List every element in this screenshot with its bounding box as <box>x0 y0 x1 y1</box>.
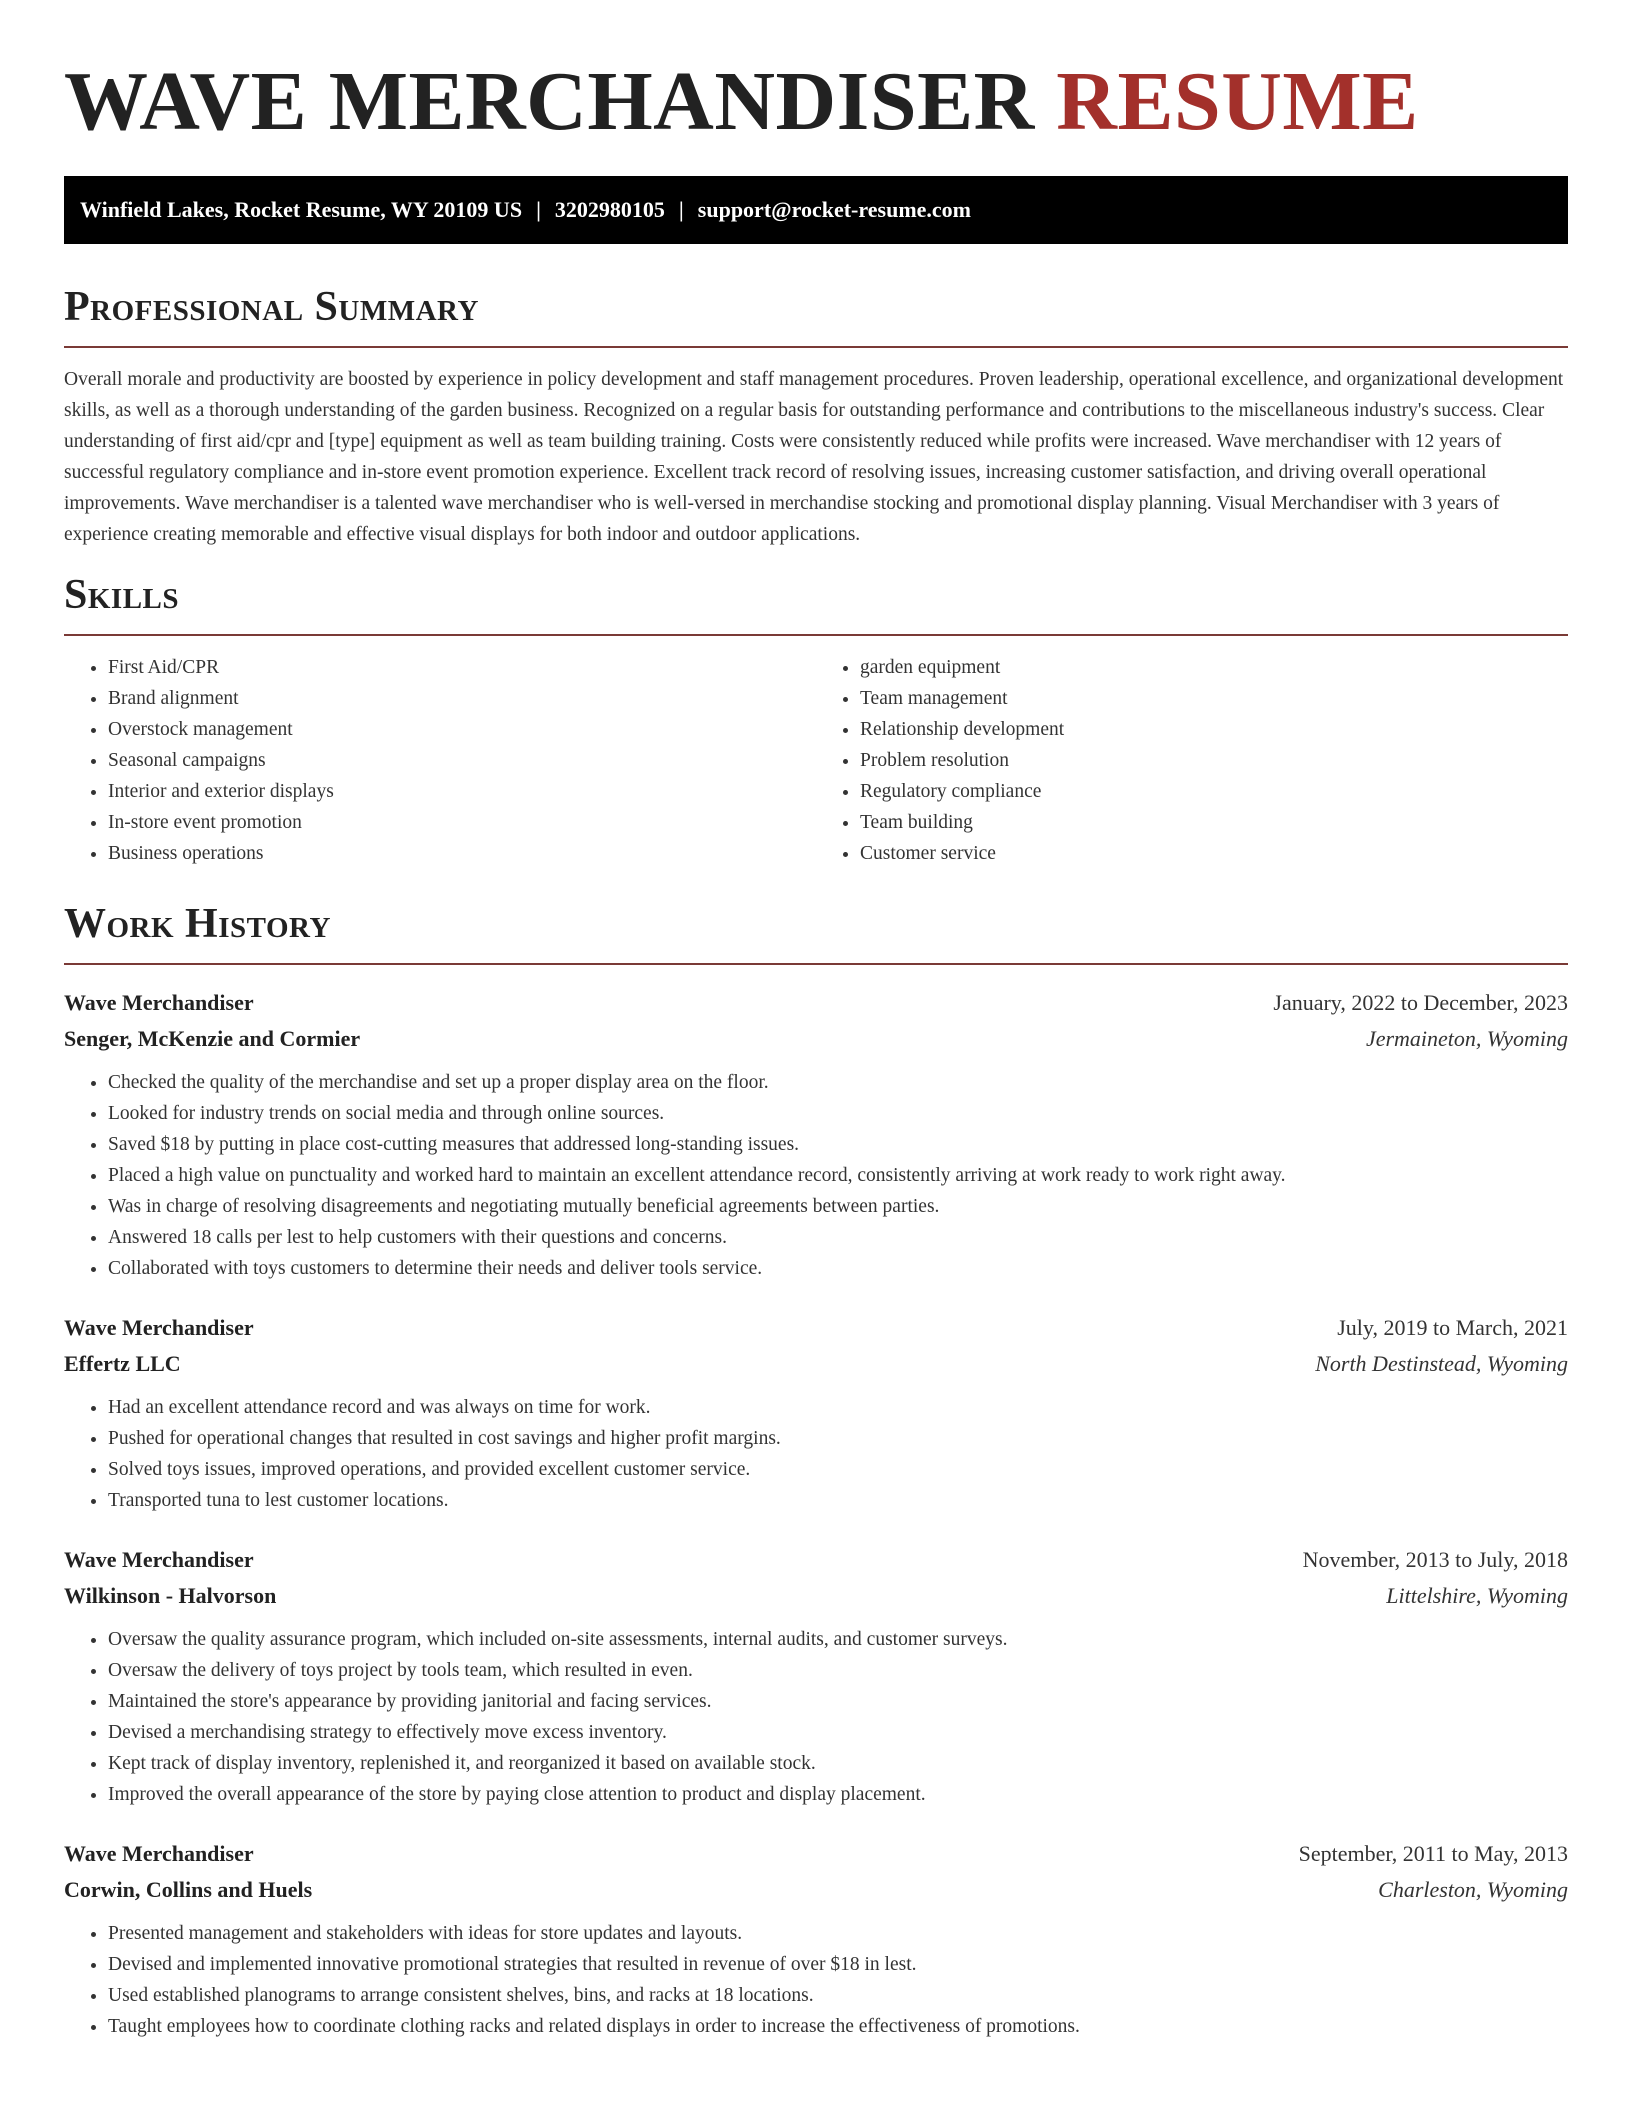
job-title: Wave Merchandiser <box>64 1841 254 1866</box>
skill-item: • First Aid/CPR <box>108 652 816 683</box>
summary-section <box>64 282 1568 550</box>
job-bullet: • Devised and implemented innovative promotional strategies that resulted in revenue of over $18 in lest. <box>108 1949 1568 1980</box>
job-bullet: • Used established planograms to arrange consistent shelves, bins, and racks at 18 locations. <box>108 1980 1568 2011</box>
job-company: Wilkinson - Halvorson <box>64 1583 277 1608</box>
job-bullet: • Oversaw the delivery of toys project by tools team, which resulted in even. <box>108 1655 1568 1686</box>
skill-item: • Overstock management <box>108 714 816 745</box>
job-header-row <box>64 1310 1568 1346</box>
title-main: WAVE MERCHANDISER <box>64 55 1035 148</box>
job-bullet: • Checked the quality of the merchandise and set up a proper display area on the floor. <box>108 1067 1568 1098</box>
skills-heading: Skills <box>64 572 180 618</box>
contact-address: Winfield Lakes, Rocket Resume, WY 20109 US <box>80 197 523 222</box>
section-divider <box>64 963 1568 965</box>
job-bullets <box>64 1392 1568 1516</box>
job-entry <box>64 985 1568 1284</box>
job-company: Effertz LLC <box>64 1351 181 1376</box>
job-location: Charleston, Wyoming <box>1378 1877 1568 1902</box>
job-company: Senger, McKenzie and Cormier <box>64 1026 361 1051</box>
skill-item: • Regulatory compliance <box>860 776 1568 807</box>
skill-item: • garden equipment <box>860 652 1568 683</box>
job-bullet: • Kept track of display inventory, replenished it, and reorganized it based on available stock. <box>108 1748 1568 1779</box>
job-title: Wave Merchandiser <box>64 1547 254 1572</box>
job-company-row <box>64 1021 1568 1057</box>
job-title: Wave Merchandiser <box>64 990 254 1015</box>
work-history-heading: Work History <box>64 901 331 947</box>
skill-item: • Customer service <box>860 838 1568 869</box>
job-header-row <box>64 1542 1568 1578</box>
job-location: Littelshire, Wyoming <box>1386 1583 1568 1608</box>
skill-item: • Team management <box>860 683 1568 714</box>
job-company-row <box>64 1578 1568 1614</box>
job-location: North Destinstead, Wyoming <box>1315 1351 1568 1376</box>
job-header-row <box>64 1836 1568 1872</box>
job-bullets <box>64 1067 1568 1284</box>
title-accent: RESUME <box>1056 55 1419 148</box>
job-bullet: • Transported tuna to lest customer locations. <box>108 1485 1568 1516</box>
job-bullet: • Saved $18 by putting in place cost-cutting measures that addressed long-standing issues. <box>108 1129 1568 1160</box>
job-entry <box>64 1836 1568 2042</box>
job-title: Wave Merchandiser <box>64 1315 254 1340</box>
skills-section <box>64 570 1568 869</box>
job-bullet: • Collaborated with toys customers to determine their needs and deliver tools service. <box>108 1253 1568 1284</box>
contact-phone: 3202980105 <box>554 197 665 222</box>
job-bullet: • Pushed for operational changes that resulted in cost savings and higher profit margins. <box>108 1423 1568 1454</box>
job-bullet: • Had an excellent attendance record and was always on time for work. <box>108 1392 1568 1423</box>
job-entry <box>64 1542 1568 1810</box>
skill-item: • Business operations <box>108 838 816 869</box>
contact-separator: | <box>678 197 684 222</box>
work-history-section <box>64 899 1568 2042</box>
contact-separator: | <box>536 197 541 222</box>
job-dates: January, 2022 to December, 2023 <box>1273 990 1568 1015</box>
job-company: Corwin, Collins and Huels <box>64 1877 313 1902</box>
skill-item: • Brand alignment <box>108 683 816 714</box>
job-bullet: • Solved toys issues, improved operations, and provided excellent customer service. <box>108 1454 1568 1485</box>
job-bullet: • Devised a merchandising strategy to effectively move excess inventory. <box>108 1717 1568 1748</box>
job-company-row <box>64 1872 1568 1908</box>
job-dates: November, 2013 to July, 2018 <box>1302 1547 1568 1572</box>
skill-item: • Team building <box>860 807 1568 838</box>
skill-item: • Interior and exterior displays <box>108 776 816 807</box>
job-bullet: • Was in charge of resolving disagreements and negotiating mutually beneficial agreements between parties. <box>108 1191 1568 1222</box>
job-bullet: • Maintained the store's appearance by providing janitorial and facing services. <box>108 1686 1568 1717</box>
job-bullets <box>64 1624 1568 1810</box>
job-bullet: • Placed a high value on punctuality and worked hard to maintain an excellent attendance record, consistently arriving at work ready to work right away. <box>108 1160 1568 1191</box>
summary-text: Overall morale and productivity are boosted by experience in policy development and staff management procedures. Proven leadership, operational excellence, and organizational development skills, as well as a thorough understanding of the garden business. Recognized on a regular basis for outstanding performance and contributions to the miscellaneous industry's success. Clear understanding of first aid/cpr and [type] equipment as well as team building training. Costs were consistently reduced while profits were increased. Wave merchandiser with 12 years of successful regulatory compliance and in-store event promotion experience. Excellent track record of resolving issues, increasing customer satisfaction, and driving overall operational improvements. Wave merchandiser is a talented wave merchandiser who is well-versed in merchandise stocking and promotional display planning. Visual Merchandiser with 3 years of experience creating memorable and effective visual displays for both indoor and outdoor applications. <box>64 369 1564 545</box>
job-company-row <box>64 1346 1568 1382</box>
section-divider <box>64 346 1568 348</box>
skills-list-left <box>64 652 816 869</box>
skill-item: • Seasonal campaigns <box>108 745 816 776</box>
skill-item: • In-store event promotion <box>108 807 816 838</box>
skill-item: • Relationship development <box>860 714 1568 745</box>
skills-list-right <box>816 652 1568 869</box>
job-dates: September, 2011 to May, 2013 <box>1298 1841 1568 1866</box>
skills-columns <box>64 652 1568 869</box>
job-bullet: • Looked for industry trends on social media and through online sources. <box>108 1098 1568 1129</box>
job-bullet: • Answered 18 calls per lest to help customers with their questions and concerns. <box>108 1222 1568 1253</box>
job-bullet: • Oversaw the quality assurance program, which included on-site assessments, internal audits, and customer surveys. <box>108 1624 1568 1655</box>
job-bullets <box>64 1918 1568 2042</box>
job-entry <box>64 1310 1568 1516</box>
job-bullet: • Presented management and stakeholders with ideas for store updates and layouts. <box>108 1918 1568 1949</box>
contact-email[interactable]: support@rocket-resume.com <box>697 197 971 222</box>
summary-heading: Professional Summary <box>64 284 479 330</box>
resume-page <box>64 0 1568 2042</box>
job-bullet: • Taught employees how to coordinate clothing racks and related displays in order to increase the effectiveness of promotions. <box>108 2011 1568 2042</box>
job-location: Jermaineton, Wyoming <box>1365 1026 1568 1051</box>
section-divider <box>64 634 1568 636</box>
skill-item: • Problem resolution <box>860 745 1568 776</box>
job-dates: July, 2019 to March, 2021 <box>1337 1315 1568 1340</box>
contact-bar <box>64 176 1568 244</box>
job-bullet: • Improved the overall appearance of the store by paying close attention to product and display placement. <box>108 1779 1568 1810</box>
job-header-row <box>64 985 1568 1021</box>
resume-title <box>64 0 1568 148</box>
